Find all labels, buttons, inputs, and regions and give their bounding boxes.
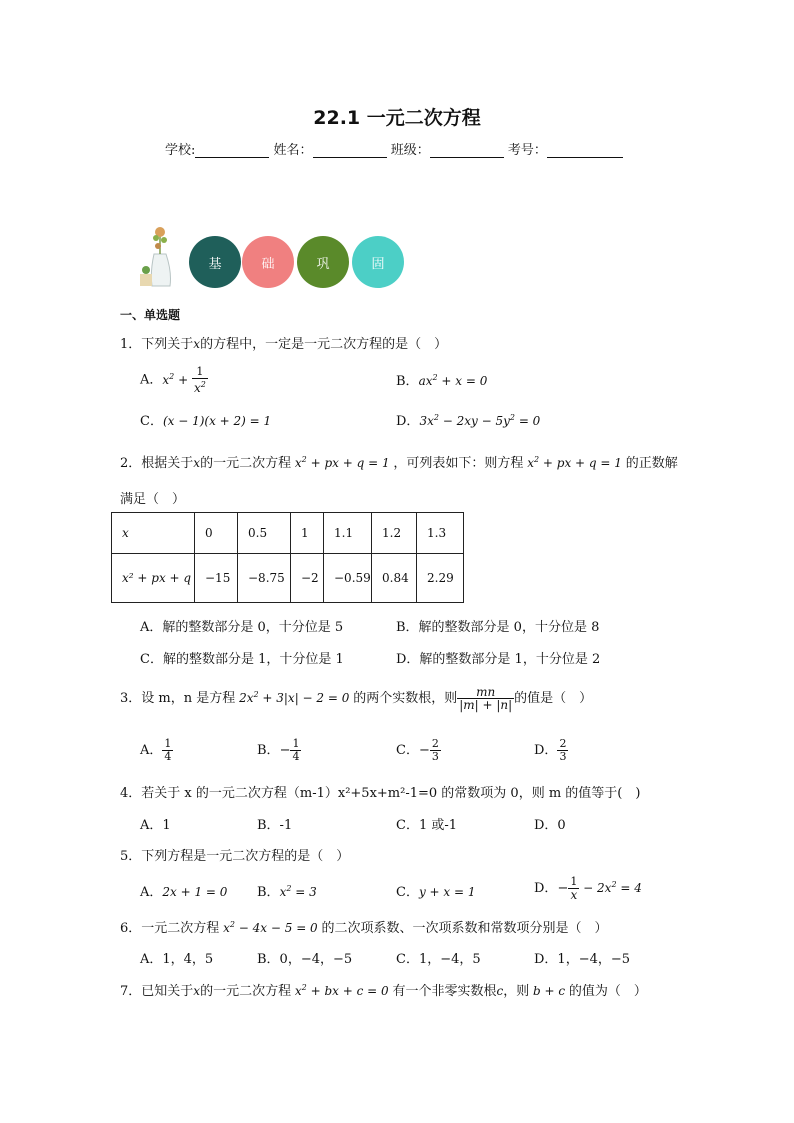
q7-stem5: 的值为（ ） xyxy=(568,984,647,999)
q3-stem: 3．设 m，n 是方程 xyxy=(120,691,236,706)
question-4: 4．若关于 x 的一元二次方程（m-1）x²+5x+m²-1=0 的常数项为 0，则 m 的值等于( ) xyxy=(120,786,641,801)
q5-b-label: B． xyxy=(257,885,280,900)
q3-b-label: B． xyxy=(257,743,280,758)
student-info xyxy=(165,139,623,158)
q2-line2: 满足（ ） xyxy=(120,492,186,507)
table-cell: 1.3 xyxy=(417,513,464,554)
number-blank xyxy=(547,144,623,158)
banner-circle-4 xyxy=(352,236,404,288)
q1-var: x xyxy=(193,337,201,351)
table-cell: 1.1 xyxy=(324,513,372,554)
q1-c-label: C． xyxy=(140,414,163,429)
q3-option-d: D． $\frac{2}{3}$ xyxy=(534,737,567,763)
banner-char-4: 固 xyxy=(371,256,385,272)
q4-option-d: D．0 xyxy=(534,818,566,833)
number-label: 考号： xyxy=(507,143,547,158)
question-3: 3．设 m，n 是方程 $2x^2 + 3|x| - 2 = 0$ 的两个实数根，则 $\frac{mn}{|m| + |n|}$ 的值是（ ） xyxy=(120,685,593,712)
q2-value-table xyxy=(111,512,464,603)
table-cell: x xyxy=(112,513,195,554)
q2-option-d: D．解的整数部分是 1，十分位是 2 xyxy=(396,652,601,667)
q1-option-a: A．$x^2$ + $\frac{1}{x^2}$ xyxy=(140,365,206,395)
banner-char-2: 础 xyxy=(261,256,275,272)
q3-stem2: 的两个实数根，则 xyxy=(353,691,458,706)
q6-option-d: D．1，−4，−5 xyxy=(534,952,631,967)
q3-d-label: D． xyxy=(534,743,558,758)
q6-option-a: A．1，4，5 xyxy=(140,952,214,967)
section-heading: 一、单选题 xyxy=(120,308,181,322)
banner-char-3: 巩 xyxy=(316,256,330,272)
question-6: 6．一元二次方程 $x^2 - 4x - 5 = 0$ 的二次项系数、一次项系数和常数项分别是（ ） xyxy=(120,920,608,936)
banner-circle-2 xyxy=(242,236,294,288)
q3-a-label: A． xyxy=(140,743,163,758)
table-row xyxy=(112,554,464,603)
table-cell: −2 xyxy=(291,554,324,603)
q1-option-d: D．$3x^2 - 2xy - 5y^2 = 0$ xyxy=(396,413,541,429)
q7-stem: 7．已知关于 xyxy=(120,984,194,999)
table-cell: x² + px + q xyxy=(112,554,195,603)
q7-stem3: 有一个非零实数根 xyxy=(392,984,497,999)
q5-option-d: D．− $\frac{1}{x}$ − $2x^2 = 4$ xyxy=(534,875,642,902)
table-row xyxy=(112,513,464,554)
q6-option-c: C．1，−4，5 xyxy=(396,952,481,967)
q6-stem: 6．一元二次方程 xyxy=(120,921,220,936)
q1-option-b: B．$ax^2 + x = 0$ xyxy=(396,373,488,389)
q1-a-label: A． xyxy=(140,372,163,388)
q5-a-label: A． xyxy=(140,885,163,900)
q3-option-b: B．− $\frac{1}{4}$ xyxy=(257,737,300,763)
banner-circle-1 xyxy=(189,236,241,288)
name-label: 姓名： xyxy=(273,143,313,158)
table-cell: −8.75 xyxy=(238,554,291,603)
question-1 xyxy=(120,333,447,352)
q3-stem3: 的值是（ ） xyxy=(514,691,593,706)
table-cell: −15 xyxy=(195,554,238,603)
q6-stem2: 的二次项系数、一次项系数和常数项分别是（ ） xyxy=(321,921,608,936)
name-blank xyxy=(313,144,387,158)
q5-option-a: A．2x + 1 = 0 xyxy=(140,885,228,900)
q3-option-a: A． $\frac{1}{4}$ xyxy=(140,737,172,763)
table-cell: 1 xyxy=(291,513,324,554)
q1-stem2: 的方程中，一定是一元二次方程的是（ ） xyxy=(200,337,448,352)
q5-option-b: B．$x^2 = 3$ xyxy=(257,884,317,900)
q7-stem2: 的一元二次方程 xyxy=(200,984,292,999)
question-5: 5．下列方程是一元二次方程的是（ ） xyxy=(120,849,350,864)
table-cell: −0.59 xyxy=(324,554,372,603)
q2-stem: 2．根据关于 xyxy=(120,456,194,471)
q1-d-label: D． xyxy=(396,414,420,429)
table-cell: 0.84 xyxy=(372,554,417,603)
q3-option-c: C．− $\frac{2}{3}$ xyxy=(396,737,439,763)
question-2: 2．根据关于x的一元二次方程 $x^2$ + px + q = 1 ，可列表如下：则方程 $x^2$ + px + q = 1 的正数解 xyxy=(120,455,678,471)
q4-option-c: C．1 或-1 xyxy=(396,818,458,833)
school-label: 学校: xyxy=(165,143,196,158)
page-title: 22.1 一元二次方程 xyxy=(313,107,481,129)
table-cell: 0 xyxy=(195,513,238,554)
question-7: 7．已知关于x的一元二次方程 $x^2$ + bx + c = 0 有一个非零实数根c，则 b + c 的值为（ ） xyxy=(120,983,647,999)
q6-option-b: B．0，−4，−5 xyxy=(257,952,353,967)
banner-char-1: 基 xyxy=(208,256,222,272)
q2-option-c: C．解的整数部分是 1，十分位是 1 xyxy=(140,652,344,667)
school-blank xyxy=(195,144,269,158)
table-cell: 1.2 xyxy=(372,513,417,554)
q1-stem: 1．下列关于 xyxy=(120,337,194,352)
q4-option-a: A．1 xyxy=(140,818,171,833)
table-cell: 0.5 xyxy=(238,513,291,554)
q2-stem4: 的正数解 xyxy=(625,456,678,471)
plant-vase-icon xyxy=(136,224,184,290)
q2-stem2: 的一元二次方程 xyxy=(200,456,292,471)
q3-c-label: C． xyxy=(396,743,419,758)
q5-d-label: D． xyxy=(534,881,558,896)
table-cell: 2.29 xyxy=(417,554,464,603)
q2-option-a: A．解的整数部分是 0，十分位是 5 xyxy=(140,620,344,635)
banner-circle-3 xyxy=(297,236,349,288)
q1-b-label: B． xyxy=(396,374,419,389)
class-label: 班级： xyxy=(390,143,430,158)
q4-option-b: B．-1 xyxy=(257,818,293,833)
q5-option-c: C．y + x = 1 xyxy=(396,885,476,900)
q7-stem4: ，则 xyxy=(503,984,530,999)
q1-option-c: C．(x − 1)(x + 2) = 1 xyxy=(140,414,272,429)
q5-c-label: C． xyxy=(396,885,419,900)
q2-option-b: B．解的整数部分是 0，十分位是 8 xyxy=(396,620,600,635)
class-blank xyxy=(430,144,504,158)
q2-stem3: ，可列表如下：则方程 xyxy=(393,456,524,471)
